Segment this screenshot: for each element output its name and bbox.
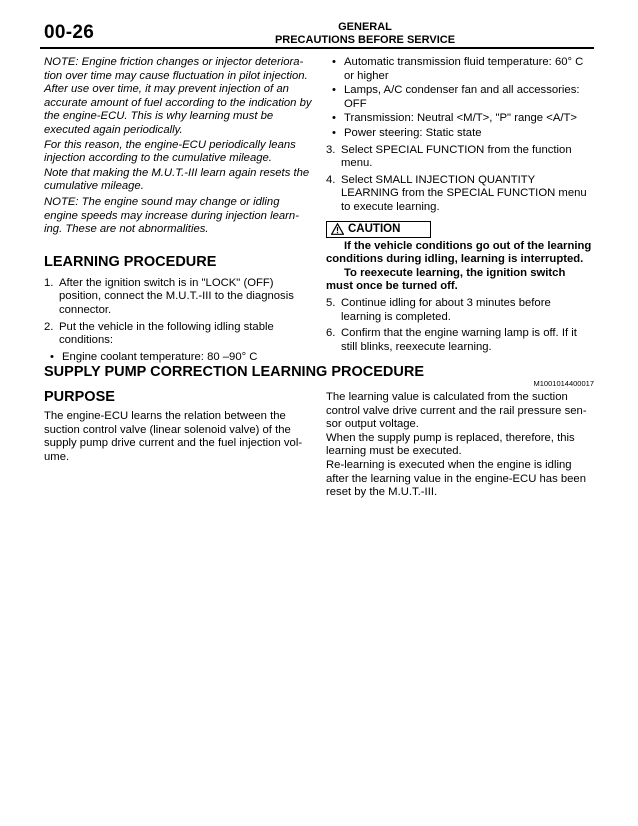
caution-line: If the vehicle conditions go out of the learning conditions during idling, learning is interrupted. — [326, 239, 592, 266]
condition-text: Power steering: Static state — [344, 126, 482, 139]
right-column — [326, 56, 594, 357]
step-text: Select SMALL INJECTION QUANTITY LEARNING from the SPECIAL FUNCTION menu to execute learning. — [341, 173, 587, 213]
note-1: NOTE: Engine friction changes or injector deteriora-tion over time may cause fluctuation in pilot injection. After use over time, it may prevent injection of an accurate amount of fuel according to the indication by the engine-ECU. This is why learning must be executed again periodically. — [44, 56, 312, 136]
caution-box — [326, 221, 431, 238]
condition-item — [44, 351, 312, 365]
purpose-text: The engine-ECU learns the relation between the suction control valve (linear solenoid valve) of the supply pump drive current and the fuel injection vol-ume. — [44, 410, 303, 463]
step-number: 2. — [44, 320, 54, 333]
purpose-heading: PURPOSE — [44, 389, 115, 405]
step-3 — [326, 144, 594, 171]
bullet-icon: • — [50, 350, 54, 363]
step-text: Put the vehicle in the following idling stable conditions: — [59, 320, 274, 347]
header-rule — [40, 47, 594, 49]
bullet-icon: • — [332, 112, 336, 125]
purpose-column — [44, 389, 310, 464]
detail-paragraph: Re-learning is executed when the engine is idling after the learning value in the engine-ECU has been reset by the M.U.T.-III. — [326, 458, 586, 499]
step-text: Select SPECIAL FUNCTION from the function menu. — [341, 143, 572, 170]
step-5 — [326, 297, 594, 324]
header-titles — [200, 21, 530, 47]
left-column — [44, 56, 312, 365]
step-number: 4. — [326, 173, 336, 186]
purpose-detail-column — [326, 391, 594, 500]
learning-procedure-heading: LEARNING PROCEDURE — [44, 253, 217, 270]
condition-text: Automatic transmission fluid temperature: 60° C or higher — [344, 56, 584, 82]
document-code: M1001014400017 — [533, 379, 594, 388]
condition-item — [326, 56, 594, 83]
caution-text-1 — [326, 240, 594, 267]
step-1 — [44, 277, 312, 318]
note-4: NOTE: The engine sound may change or idling engine speeds may increase during injection learn-ing. These are not abnormalities. — [44, 195, 299, 236]
step-text: Continue idling for about 3 minutes before learning is completed. — [341, 297, 551, 323]
step-number: 3. — [326, 143, 336, 156]
condition-item — [326, 112, 594, 126]
step-number: 5. — [326, 297, 336, 309]
condition-text: Engine coolant temperature: 80 –90° C — [62, 350, 258, 363]
detail-paragraph: The learning value is calculated from the suction control valve drive current and the rail pressure sen-sor output voltage. — [326, 391, 587, 431]
step-text: Confirm that the engine warning lamp is off. If it still blinks, reexecute learning. — [341, 327, 577, 353]
detail-paragraph: When the supply pump is replaced, therefore, this learning must be executed. — [326, 431, 575, 458]
condition-item — [326, 84, 594, 111]
header-title: GENERAL — [338, 21, 392, 33]
learning-steps-left — [44, 277, 312, 348]
header-subtitle: PRECAUTIONS BEFORE SERVICE — [274, 34, 456, 46]
warning-triangle-icon — [331, 223, 344, 235]
step-number: 6. — [326, 327, 336, 340]
step-4 — [326, 174, 594, 215]
condition-text: Transmission: Neutral <M/T>, "P" range <A/T> — [344, 112, 577, 125]
step-number: 1. — [44, 276, 54, 289]
supply-pump-heading: SUPPLY PUMP CORRECTION LEARNING PROCEDURE — [44, 364, 425, 380]
caution-line: To reexecute learning, the ignition switch must once be turned off. — [326, 266, 566, 293]
condition-text: Lamps, A/C condenser fan and all accessories: OFF — [344, 84, 580, 110]
caution-label: CAUTION — [348, 222, 401, 235]
learning-steps-right-b — [326, 297, 594, 354]
bullet-icon: • — [332, 126, 336, 139]
bullet-icon: • — [332, 84, 336, 97]
learning-steps-right-a — [326, 144, 594, 215]
note-3: Note that making the M.U.T.-III learn again resets the cumulative mileage. — [44, 166, 310, 193]
bullet-icon: • — [332, 56, 336, 68]
step-2 — [44, 321, 312, 348]
idle-conditions-right — [326, 56, 594, 141]
step-6 — [326, 327, 594, 354]
step-text: After the ignition switch is in "LOCK" (OFF) position, connect the M.U.T.-III to the diagnosis connector. — [59, 276, 294, 316]
condition-item — [326, 127, 594, 141]
note-2: For this reason, the engine-ECU periodically leans injection according to the cumulative mileage. — [44, 138, 296, 165]
idle-conditions-left — [44, 351, 312, 365]
caution-text-2 — [326, 267, 594, 294]
page-number: 00-26 — [44, 22, 95, 43]
